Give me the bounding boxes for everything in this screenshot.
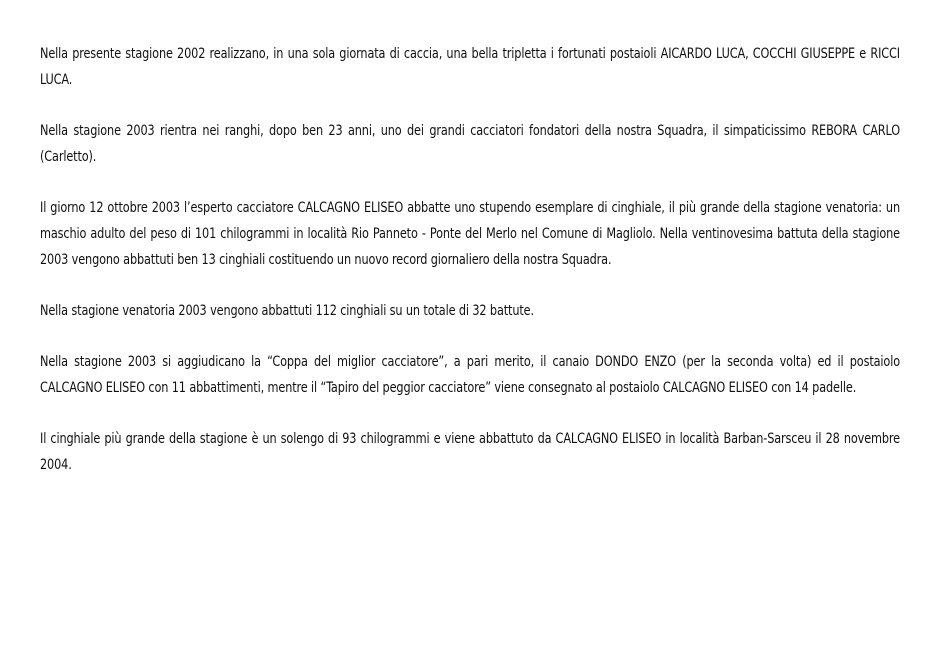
- document-page: [40, 41, 900, 503]
- paragraph-coppa-tapiro: Nella stagione 2003 si aggiudicano la “Coppa del miglior cacciatore”, a pari merito, il canaio DONDO ENZO (per la seconda volta) ed il postaiolo CALCAGNO ELISEO con 11 abbattimenti, mentre il “Tapiro del peggior cacciatore” viene consegnato al postaiolo CALCAGNO ELISEO con 14 padelle.: [40, 353, 900, 396]
- paragraph-tripletta-2002: Nella presente stagione 2002 realizzano, in una sola giornata di caccia, una bella tripletta i fortunati postaioli AICARDO LUCA, COCCHI GIUSEPPE e RICCI LUCA.: [40, 45, 900, 88]
- paragraph-rebora-2003: Nella stagione 2003 rientra nei ranghi, dopo ben 23 anni, uno dei grandi cacciatori fondatori della nostra Squadra, il simpaticissimo REBORA CARLO (Carletto).: [40, 122, 900, 165]
- paragraph-totale-2003: Nella stagione venatoria 2003 vengono abbattuti 112 cinghiali su un totale di 32 battute.: [40, 302, 534, 319]
- paragraph-solengo: Il cinghiale più grande della stagione è un solengo di 93 chilogrammi e viene abbattuto da CALCAGNO ELISEO in località Barban-Sarsceu il 28 novembre 2004.: [40, 430, 900, 473]
- paragraph-calcagno-record: Il giorno 12 ottobre 2003 l’esperto cacciatore CALCAGNO ELISEO abbatte uno stupendo esemplare di cinghiale, il più grande della stagione venatoria: un maschio adulto del peso di 101 chilogrammi in località Rio Panneto - Ponte del Merlo nel Comune di Magliolo. Nella ventinovesima battuta della stagione 2003 vengono abbattuti ben 13 cinghiali costituendo un nuovo record giornaliero della nostra Squadra.: [40, 199, 900, 268]
